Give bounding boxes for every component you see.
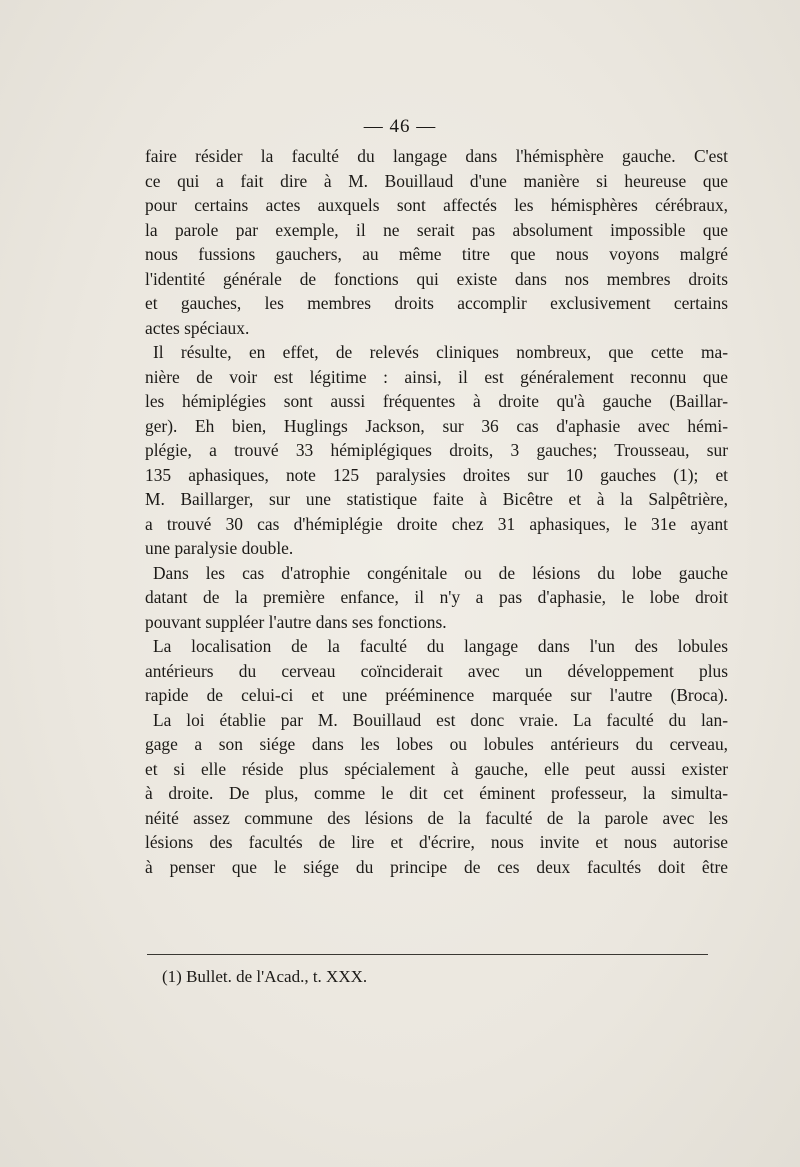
text-line: ger). Eh bien, Huglings Jackson, sur 36 cas d'aphasie avec hémi- <box>145 415 728 436</box>
text-line: 135 aphasiques, note 125 paralysies droites sur 10 gauches (1); et <box>145 464 728 485</box>
text-line: à droite. De plus, comme le dit cet éminent professeur, la simulta- <box>145 783 728 803</box>
text-line: lésions des facultés de lire et d'écrire, nous invite et nous autorise <box>145 832 728 852</box>
text-line: actes spéciaux. <box>145 317 250 338</box>
text-line: nière de voir est légitime : ainsi, il est généralement reconnu que <box>145 366 728 387</box>
text-line: à penser que le siége du principe de ces deux facultés doit être <box>145 856 728 877</box>
page-number: — 46 — <box>363 116 437 137</box>
text-line: la parole par exemple, il ne serait pas absolument impossible que <box>145 219 728 240</box>
text-line: et gauches, les membres droits accomplir exclusivement certains <box>145 293 728 313</box>
footnote: (1) Bullet. de l'Acad., t. XXX. <box>162 967 368 986</box>
text-line: néité assez commune des lésions de la faculté de la parole avec les <box>145 807 728 828</box>
text-line: datant de la première enfance, il n'y a pas d'aphasie, le lobe droit <box>145 587 728 607</box>
body-text <box>145 144 728 879</box>
text-line: antérieurs du cerveau coïnciderait avec un développement plus <box>145 660 728 681</box>
text-line: l'identité générale de fonctions qui existe dans nos membres droits <box>145 268 728 289</box>
text-line: pour certains actes auxquels sont affectés les hémisphères cérébraux, <box>145 195 728 215</box>
text-line: faire résider la faculté du langage dans l'hémisphère gauche. C'est <box>145 146 728 166</box>
text-line: ce qui a fait dire à M. Bouillaud d'une manière si heureuse que <box>145 170 728 191</box>
text-line: a trouvé 30 cas d'hémiplégie droite chez 31 aphasiques, le 31e ayant <box>145 513 728 534</box>
text-line: La localisation de la faculté du langage dans l'un des lobules <box>153 636 728 656</box>
text-line: M. Baillarger, sur une statistique faite à Bicêtre et à la Salpêtrière, <box>145 489 728 509</box>
text-line: et si elle réside plus spécialement à gauche, elle peut aussi exister <box>145 758 728 779</box>
text-line: gage a son siége dans les lobes ou lobules antérieurs du cerveau, <box>145 734 728 754</box>
text-line: La loi établie par M. Bouillaud est donc vraie. La faculté du lan- <box>153 709 728 730</box>
text-line: une paralysie double. <box>145 538 294 558</box>
text-line: rapide de celui-ci et une prééminence marquée sur l'autre (Broca). <box>145 685 728 705</box>
text-line: Dans les cas d'atrophie congénitale ou de lésions du lobe gauche <box>153 562 728 583</box>
text-line: nous fussions gauchers, au même titre que nous voyons malgré <box>145 244 728 264</box>
footnote-rule <box>147 954 708 955</box>
text-line: plégie, a trouvé 33 hémiplégiques droits, 3 gauches; Trousseau, sur <box>145 440 728 460</box>
text-line: pouvant suppléer l'autre dans ses fonctions. <box>145 611 447 632</box>
text-line: les hémiplégies sont aussi fréquentes à droite qu'à gauche (Baillar- <box>145 391 728 411</box>
text-line: Il résulte, en effet, de relevés cliniques nombreux, que cette ma- <box>153 342 728 362</box>
